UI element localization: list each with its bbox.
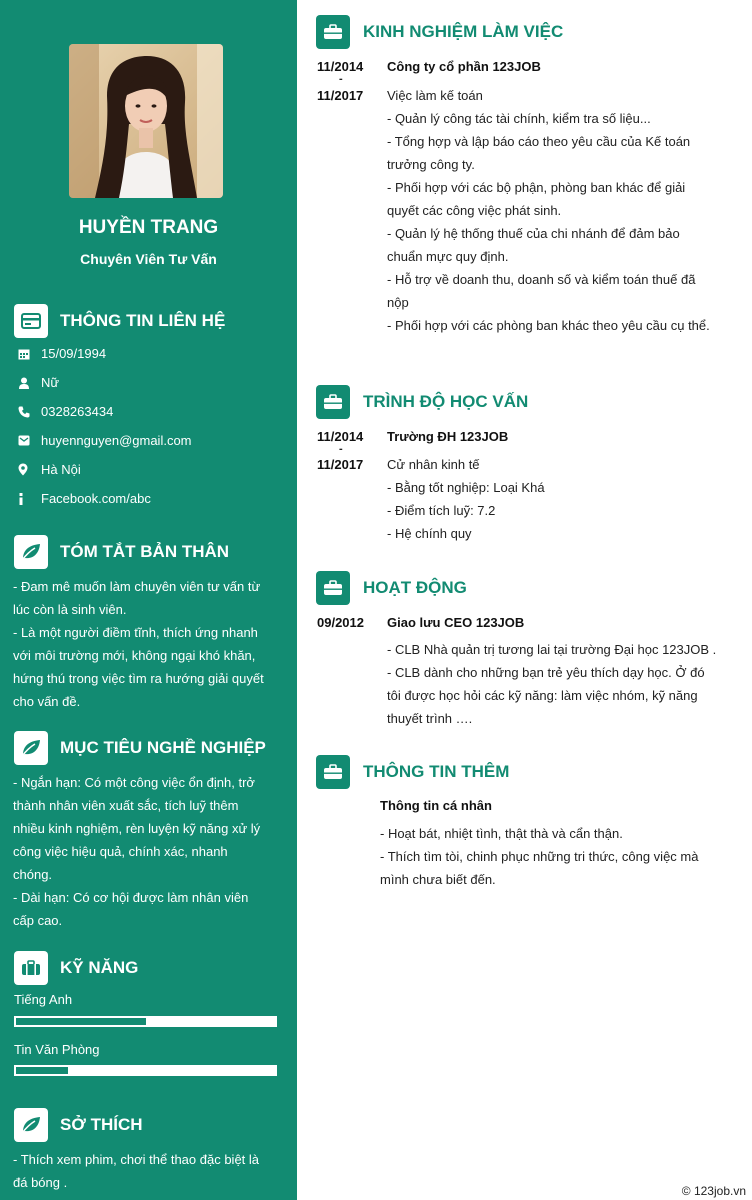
activities-description — [387, 638, 737, 730]
contact-phone — [14, 397, 284, 426]
experience-line: - Quản lý công tác tài chính, kiểm tra số liệu... — [387, 111, 651, 126]
briefcase-icon — [316, 755, 350, 789]
experience-line: Việc làm kế toán — [387, 88, 483, 103]
objective-line: thành nhân viên xuất sắc, tích luỹ thêm — [13, 798, 239, 813]
skill-bar — [14, 1065, 277, 1076]
education-heading-text: TRÌNH ĐỘ HỌC VẤN — [363, 392, 529, 411]
skill-name: Tiếng Anh — [14, 992, 73, 1007]
education-school: Trường ĐH 123JOB — [387, 429, 509, 444]
experience-line: - Tổng hợp và lập báo cáo theo yêu cầu của Kế toán — [387, 134, 691, 149]
objective-line: công việc hiệu quả, chính xác, nhanh — [13, 844, 228, 859]
contact-list — [14, 339, 284, 513]
activities-line: - CLB Nhà quản trị tương lai tại trường Đại học 123JOB . — [387, 642, 717, 657]
more-info-heading — [316, 755, 509, 789]
experience-heading — [316, 15, 563, 49]
education-line: Cử nhân kinh tế — [387, 457, 480, 472]
skill-bar-fill — [16, 1018, 146, 1025]
summary-line: với môi trường mới, không ngại khó khăn, — [13, 648, 256, 663]
experience-date-to: 11/2017 — [317, 88, 364, 103]
briefcase-icon — [316, 571, 350, 605]
email-icon — [14, 434, 36, 448]
contact-facebook — [14, 484, 284, 513]
experience-line: chuẩn mực quy định. — [387, 249, 509, 264]
experience-line: quyết các công việc phát sinh. — [387, 203, 562, 218]
hobbies-text — [13, 1148, 285, 1194]
objective-line: - Dài hạn: Có cơ hội được làm nhân viên — [13, 890, 249, 905]
education-date-from: 11/2014 — [317, 429, 364, 444]
objective-line: chóng. — [13, 867, 53, 882]
summary-line: - Đam mê muốn làm chuyên viên tư vấn từ — [13, 579, 261, 594]
skill-bar-fill — [16, 1067, 68, 1074]
contact-facebook-text: Facebook.com/abc — [41, 491, 151, 506]
experience-date-dash: - — [339, 73, 343, 85]
info-icon — [14, 492, 36, 506]
hobbies-heading-text: SỞ THÍCH — [60, 1115, 143, 1134]
activities-date: 09/2012 — [317, 615, 364, 630]
hobbies-line: - Thích xem phim, chơi thể thao đặc biệt là — [13, 1152, 260, 1167]
objective-line: - Ngắn hạn: Có một công việc ổn định, trở — [13, 775, 255, 790]
summary-line: cho vấn đề. — [13, 694, 81, 709]
activities-line: tôi được học hỏi các kỹ năng: làm việc nhóm, kỹ năng — [387, 688, 698, 703]
skill-name: Tin Văn Phòng — [14, 1042, 100, 1057]
more-info-heading-text: THÔNG TIN THÊM — [363, 762, 510, 781]
experience-line: nộp — [387, 295, 409, 310]
activities-heading-text: HOẠT ĐỘNG — [363, 578, 467, 597]
more-info-line: mình chưa biết đến. — [380, 872, 496, 887]
experience-line: - Phối hợp với các bộ phận, phòng ban khác để giải — [387, 180, 686, 195]
id-card-icon — [14, 304, 48, 338]
more-info-line: - Hoạt bát, nhiệt tình, thật thà và cẩn thận. — [380, 826, 623, 841]
activities-line: - CLB dành cho những bạn trẻ yêu thích dạy học. Ở đó — [387, 665, 705, 680]
experience-line: - Quản lý hệ thống thuế của chi nhánh để đảm bảo — [387, 226, 680, 241]
summary-line: lúc còn là sinh viên. — [13, 602, 127, 617]
summary-line: hứng thú trong việc tìm ra hướng giải quyết — [13, 671, 264, 686]
experience-description — [387, 84, 737, 337]
summary-text — [13, 575, 285, 713]
objective-text — [13, 771, 285, 932]
education-line: - Điểm tích luỹ: 7.2 — [387, 503, 496, 518]
contact-gender — [14, 368, 284, 397]
user-icon — [14, 376, 36, 390]
skill-bar — [14, 1016, 277, 1027]
activities-heading — [316, 571, 467, 605]
education-date-dash: - — [339, 443, 343, 455]
briefcase-icon — [316, 385, 350, 419]
objective-line: nhiều kinh nghiệm, rèn luyện kỹ năng xử lý — [13, 821, 261, 836]
hobbies-line: đá bóng . — [13, 1175, 68, 1190]
calendar-icon — [14, 347, 36, 361]
contact-email — [14, 426, 284, 455]
experience-line: - Phối hợp với các phòng ban khác theo yêu cầu cụ thể. — [387, 318, 710, 333]
objective-heading — [14, 731, 266, 765]
more-info-line: - Thích tìm tòi, chinh phục những tri thức, công việc mà — [380, 849, 699, 864]
education-line: - Bằng tốt nghiệp: Loại Khá — [387, 480, 545, 495]
education-heading — [316, 385, 528, 419]
briefcase-icon — [14, 951, 48, 985]
contact-birthday-text: 15/09/1994 — [41, 346, 107, 361]
hobbies-heading — [14, 1108, 143, 1142]
location-icon — [14, 463, 36, 477]
leaf-icon — [14, 731, 48, 765]
candidate-role: Chuyên Viên Tư Vấn — [80, 251, 217, 267]
summary-line: - Là một người điềm tĩnh, thích ứng nhanh — [13, 625, 258, 640]
skills-heading — [14, 951, 138, 985]
activities-title: Giao lưu CEO 123JOB — [387, 615, 525, 630]
education-line: - Hệ chính quy — [387, 526, 472, 541]
leaf-icon — [14, 535, 48, 569]
leaf-icon — [14, 1108, 48, 1142]
activities-line: thuyết trình …. — [387, 711, 473, 726]
experience-heading-text: KINH NGHIỆM LÀM VIỆC — [363, 22, 564, 41]
contact-email-text: huyennguyen@gmail.com — [41, 433, 192, 448]
phone-icon — [14, 405, 36, 419]
contact-gender-text: Nữ — [41, 375, 60, 390]
contact-phone-text: 0328263434 — [41, 404, 114, 419]
experience-line: trưởng công ty. — [387, 157, 475, 172]
contact-birthday — [14, 339, 284, 368]
education-date-to: 11/2017 — [317, 457, 364, 472]
contact-address — [14, 455, 284, 484]
contact-address-text: Hà Nội — [41, 462, 81, 477]
experience-line: - Hỗ trợ về doanh thu, doanh số và kiểm toán thuế đã — [387, 272, 696, 287]
skills-heading-text: KỸ NĂNG — [60, 958, 139, 977]
more-info-description — [380, 822, 735, 891]
candidate-name: HUYỀN TRANG — [78, 217, 219, 238]
more-info-title: Thông tin cá nhân — [380, 798, 492, 813]
profile-photo — [69, 44, 223, 198]
education-description — [387, 453, 737, 545]
contact-heading-text: THÔNG TIN LIÊN HỆ — [60, 311, 226, 330]
briefcase-icon — [316, 15, 350, 49]
experience-company: Công ty cổ phần 123JOB — [387, 59, 541, 74]
sidebar — [0, 0, 297, 1200]
contact-heading — [14, 304, 225, 338]
summary-heading — [14, 535, 229, 569]
experience-date-from: 11/2014 — [317, 59, 364, 74]
objective-heading-text: MỤC TIÊU NGHỀ NGHIỆP — [60, 738, 266, 757]
objective-line: cấp cao. — [13, 913, 63, 928]
footer-credit[interactable]: © 123job.vn — [681, 1184, 746, 1198]
summary-heading-text: TÓM TẮT BẢN THÂN — [60, 542, 230, 561]
